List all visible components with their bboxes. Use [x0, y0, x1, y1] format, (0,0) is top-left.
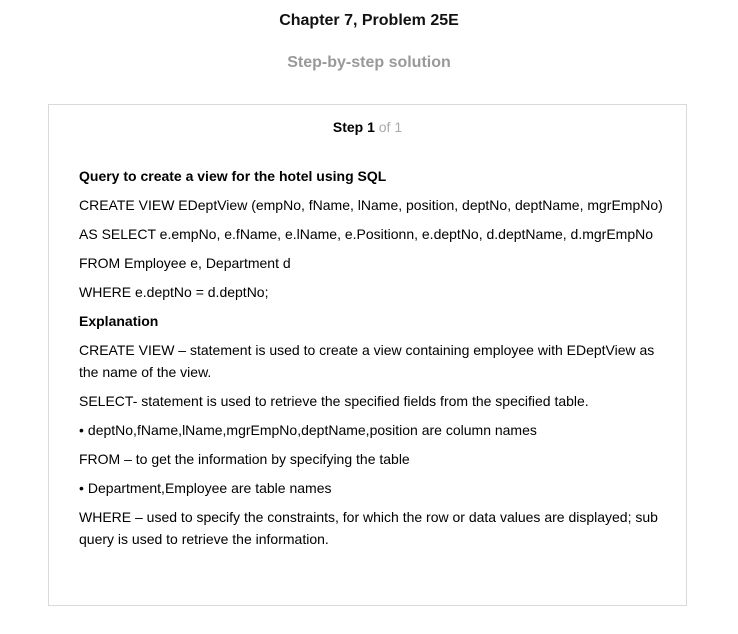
- page-subtitle: Step-by-step solution: [287, 54, 451, 71]
- bullet-item: [79, 419, 669, 441]
- explanation-text: SELECT- statement is used to retrieve the specified fields from the specified table.: [79, 393, 589, 409]
- explanation-heading: Explanation: [79, 313, 159, 329]
- step-indicator: [49, 119, 686, 135]
- explanation-text: WHERE – used to specify the constraints, for which the row or data values are displayed; sub query is used to retrieve the information.: [79, 509, 658, 547]
- page-title: Chapter 7, Problem 25E: [279, 12, 459, 29]
- step-label: Step 1: [332, 119, 375, 135]
- bullet-text: deptNo,fName,lName,mgrEmpNo,deptName,position are column names: [87, 422, 537, 438]
- bullet-item: [79, 477, 669, 499]
- solution-content: [79, 165, 669, 557]
- solution-card: [48, 104, 687, 606]
- query-heading: Query to create a view for the hotel using SQL: [79, 168, 387, 184]
- bullet-text: Department,Employee are table names: [87, 480, 332, 496]
- explanation-text: FROM – to get the information by specifying the table: [79, 451, 410, 467]
- sql-line: AS SELECT e.empNo, e.fName, e.lName, e.Positionn, e.deptNo, d.deptName, d.mgrEmpNo: [79, 226, 654, 242]
- sql-line: WHERE e.deptNo = d.deptNo;: [79, 284, 269, 300]
- sql-line: CREATE VIEW EDeptView (empNo, fName, lName, position, deptNo, deptName, mgrEmpNo): [79, 197, 663, 213]
- explanation-text: CREATE VIEW – statement is used to create a view containing employee with EDeptView as the name of the view.: [79, 342, 655, 380]
- step-count: of 1: [378, 119, 403, 135]
- sql-line: FROM Employee e, Department d: [79, 255, 291, 271]
